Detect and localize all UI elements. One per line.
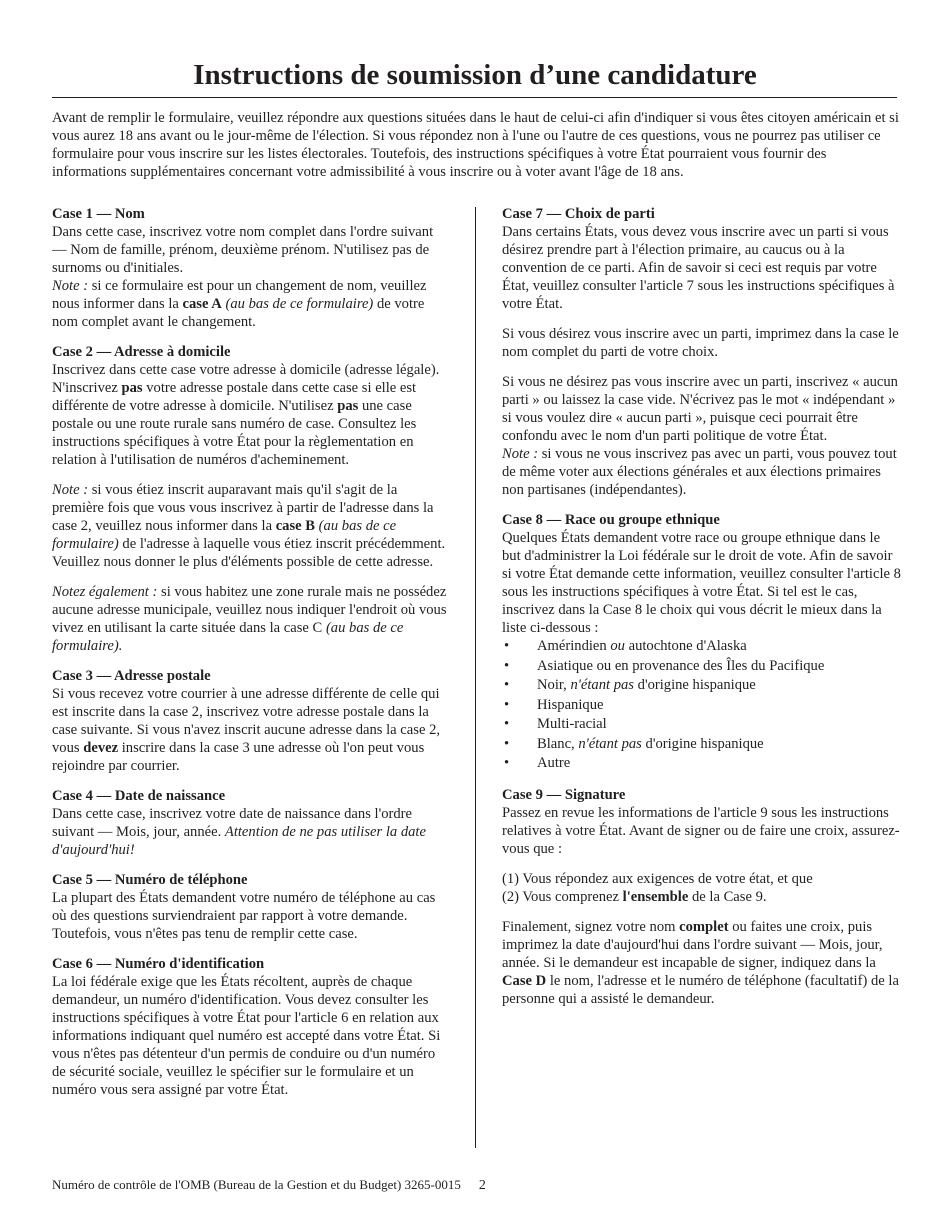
case-7-note-text: si vous ne vous inscrivez pas avec un parti, vous pouvez tout de même voter aux élections générales et aux élections primaires non partisanes (indépendantes). <box>502 446 897 498</box>
right-column <box>502 205 902 1020</box>
case-2-body-b: votre adresse postale dans cette case si elle est différente de votre adresse à domicile. N'utilisez <box>52 380 417 414</box>
section-case-3 <box>52 667 450 775</box>
case-7-text-2: Si vous désirez vous inscrire avec un parti, imprimez dans la case le nom complet du parti de votre choix. <box>502 326 899 360</box>
case-2-note2-text: si vous habitez une zone rurale mais ne possédez aucune adresse municipale, veuillez nous indiquer l'endroit où vous vivez en utilisant la carte située dans la case C <box>52 584 447 636</box>
case-2-body-c: une case postale ou une route rurale sans numéro de case. Consultez les instructions spécifiques à votre État pour la règlementation en relation à l'utilisation de numéros d'acheminement. <box>52 398 417 468</box>
list-item <box>502 715 902 735</box>
case-7-body-3: Si vous ne désirez pas vous inscrire avec un parti, inscrivez « aucun parti » ou laissez la case vide. N'écrivez pas le mot « indépendant » si vous voulez dire « aucun parti », puisque ceci pourrait être confondu avec le nom d'un parti politique de votre État. <box>502 374 898 444</box>
race-text-end: autochtone d'Alaska <box>624 638 747 654</box>
case-6-heading: Case 6 — Numéro d'identification <box>52 956 265 972</box>
case-9-condition-1: (1) Vous répondez aux exigences de votre état, et que <box>502 870 813 887</box>
case-2-note-label: Note : <box>52 482 89 498</box>
race-text: Multi-racial <box>537 716 607 732</box>
page-number: 2 <box>478 1178 486 1193</box>
race-text: Blanc, <box>537 735 579 752</box>
case-2-bold-pas-2: pas <box>337 398 359 414</box>
case-2-text <box>52 361 450 469</box>
race-text: Hispanique <box>537 696 604 713</box>
case-9-bold-case-d: Case D <box>502 972 547 989</box>
page-footer <box>52 1176 486 1195</box>
section-case-8 <box>502 511 902 774</box>
omb-control-number: Numéro de contrôle de l'OMB (Bureau de la Gestion et du Budget) 3265-0015 <box>52 1177 461 1192</box>
race-text-end: d'origine hispanique <box>634 677 756 693</box>
case-9-bold-complet: complet <box>679 918 729 935</box>
case-2-note-bold: case B <box>275 518 316 534</box>
case-4-warning: Attention de ne pas utiliser la date d'aujourd'hui! <box>52 824 426 858</box>
race-text-end: d'origine hispanique <box>641 735 764 752</box>
case-1-note-bold: case A <box>182 296 222 312</box>
case-9-text-1: Passez en revue les informations de l'article 9 sous les instructions relatives à votre État. Avant de signer ou de faire une croix, assurez-vous que : <box>502 804 900 857</box>
case-4-heading: Case 4 — Date de naissance <box>52 788 226 804</box>
case-1-note-text: si ce formulaire est pour un changement de nom, veuillez nous informer dans la <box>52 278 427 312</box>
case-9-condition-2: (2) Vous comprenez <box>502 888 623 905</box>
case-1-note-end: de votre nom complet avant le changement. <box>52 296 425 330</box>
race-italic: n'étant pas <box>578 735 642 752</box>
case-2-bold-pas-1: pas <box>121 380 143 396</box>
section-case-6 <box>52 955 450 1099</box>
case-3-bold: devez <box>83 740 119 756</box>
case-9-body-b: ou faites une croix, puis imprimez la date d'aujourd'hui dans l'ordre suivant — Mois, jour, année. Si le demandeur est incapable de signer, indiquez dans la <box>502 918 883 971</box>
case-8-text: Quelques États demandent votre race ou groupe ethnique dans le but d'administrer la Loi fédérale sur le droit de vote. Afin de savoir si votre État demande cette information, veuillez consulter l'article 8 sous les instructions spécifiques à votre État. Si tel est le cas, inscrivez dans la Case 8 le choix qui vous décrit le mieux dans la liste ci-dessous : <box>502 530 901 636</box>
case-2-heading: Case 2 — Adresse à domicile <box>52 344 231 360</box>
section-case-9 <box>502 786 902 1008</box>
intro-paragraph: Avant de remplir le formulaire, veuillez répondre aux questions situées dans le haut de celui-ci afin d'indiquer si vous êtes citoyen américain et si vous aurez 18 ans avant ou le jour-même de l'élection. Si vous répondez non à l'une ou l'autre de ces questions, vous ne pourrez pas utiliser ce formulaire pour vous inscrire sur les listes électorales. Toutefois, des instructions spécifiques à votre État pourraient vous fournir des informations supplémentaires concernant votre admissibilité à vous inscrire ou à voter avant l'âge de 18 ans. <box>52 110 899 180</box>
case-2-note-italic: (au bas de ce formulaire) <box>52 518 397 552</box>
case-9-condition-2-end: de la Case 9. <box>688 888 767 905</box>
section-case-1 <box>52 205 450 331</box>
case-4-body: Dans cette case, inscrivez votre date de naissance dans l'ordre suivant — Mois, jour, année. <box>52 806 413 840</box>
list-item <box>502 696 902 716</box>
race-italic: ou <box>610 638 625 654</box>
case-2-note <box>52 481 450 571</box>
case-3-heading: Case 3 — Adresse postale <box>52 668 211 684</box>
list-item <box>502 735 902 755</box>
case-2-note-text: si vous étiez inscrit auparavant mais qu'il s'agit de la première fois que vous vous inscrivez à partir de l'adresse dans la case 2, veuillez nous informer dans la <box>52 482 434 534</box>
case-2-note-2 <box>52 583 450 655</box>
race-text: Asiatique ou en provenance des Îles du Pacifique <box>537 657 825 674</box>
left-column <box>52 205 450 1111</box>
case-1-note-label: Note : <box>52 278 89 294</box>
case-7-text-3 <box>502 373 902 499</box>
case-7-note-label: Note : <box>502 446 539 462</box>
case-1-heading: Case 1 — Nom <box>52 206 145 222</box>
case-3-body-a: Si vous recevez votre courrier à une adresse différente de celle qui est inscrite dans la case 2, inscrivez votre adresse postale dans la case suivante. Si vous n'avez inscrit aucune adresse dans la case 2, vous <box>52 686 441 756</box>
race-text: Autre <box>537 755 571 771</box>
case-1-body: Dans cette case, inscrivez votre nom complet dans l'ordre suivant — Nom de famille, prénom, deuxième prénom. N'utilisez pas de surnoms ou d'initiales. <box>52 224 434 276</box>
case-7-text-1: Dans certains États, vous devez vous inscrire avec un parti si vous désirez prendre part à l'élection primaire, au caucus ou à la convention de ce parti. Afin de savoir si ceci est requis par votre État, veuillez consulter l'article 7 sous les instructions spécifiques à votre État. <box>502 224 895 312</box>
case-5-heading: Case 5 — Numéro de téléphone <box>52 872 248 888</box>
case-2-body-a: Inscrivez dans cette case votre adresse à domicile (adresse légale). N'inscrivez <box>52 362 440 396</box>
case-3-body-b: inscrire dans la case 3 une adresse où l'on peut vous rejoindre par courrier. <box>52 740 425 774</box>
page-title: Instructions de soumission d’une candidature <box>193 59 757 91</box>
race-list <box>502 637 902 774</box>
case-4-text <box>52 805 450 859</box>
case-8-heading: Case 8 — Race ou groupe ethnique <box>502 512 720 528</box>
case-6-text: La loi fédérale exige que les États récoltent, auprès de chaque demandeur, un numéro d'identification. Vous devez consulter les instructions spécifiques à votre État pour l'article 6 en relation aux informations indiquant quel numéro est accepté dans votre État. Si vous n'êtes pas détenteur d'un permis de conduire ou d'un numéro de sécurité sociale, veuillez le spécifier sur le formulaire et un numéro vous sera assigné par votre État. <box>52 974 441 1098</box>
list-item <box>502 676 902 696</box>
case-7-heading: Case 7 — Choix de parti <box>502 206 655 222</box>
list-item <box>502 637 902 657</box>
section-case-5 <box>52 871 450 943</box>
list-item <box>502 657 902 677</box>
case-9-condition-2-bold: l'ensemble <box>622 888 689 905</box>
race-text: Noir, <box>537 677 571 693</box>
case-1-text <box>52 223 450 331</box>
section-case-7 <box>502 205 902 499</box>
case-1-note-italic: (au bas de ce formulaire) <box>221 296 377 312</box>
section-case-2 <box>52 343 450 655</box>
case-9-body-c: le nom, l'adresse et le numéro de téléphone (facultatif) de la personne qui a assisté le demandeur. <box>502 972 899 1007</box>
race-italic: n'étant pas <box>570 677 634 693</box>
case-2-note2-italic: (au bas de ce formulaire). <box>52 620 404 654</box>
case-9-heading: Case 9 — Signature <box>502 786 626 803</box>
column-divider <box>475 207 476 1148</box>
case-3-text <box>52 685 450 775</box>
case-9-body-a: Finalement, signez votre nom <box>502 918 680 935</box>
case-9-text-3 <box>502 918 902 1008</box>
case-2-note-end: de l'adresse à laquelle vous étiez inscrit précédemment. Veuillez nous donner le plus d'éléments possible de cette adresse. <box>52 536 446 570</box>
list-item <box>502 754 902 774</box>
case-9-conditions <box>502 870 902 906</box>
title-rule <box>52 97 897 98</box>
race-text: Amérindien <box>537 638 611 654</box>
section-case-4 <box>52 787 450 859</box>
case-5-text: La plupart des États demandent votre numéro de téléphone au cas où des questions surviendraient par rapport à votre demande. Toutefois, vous n'êtes pas tenu de remplir cette case. <box>52 890 436 942</box>
case-2-note2-label: Notez également : <box>52 584 158 600</box>
